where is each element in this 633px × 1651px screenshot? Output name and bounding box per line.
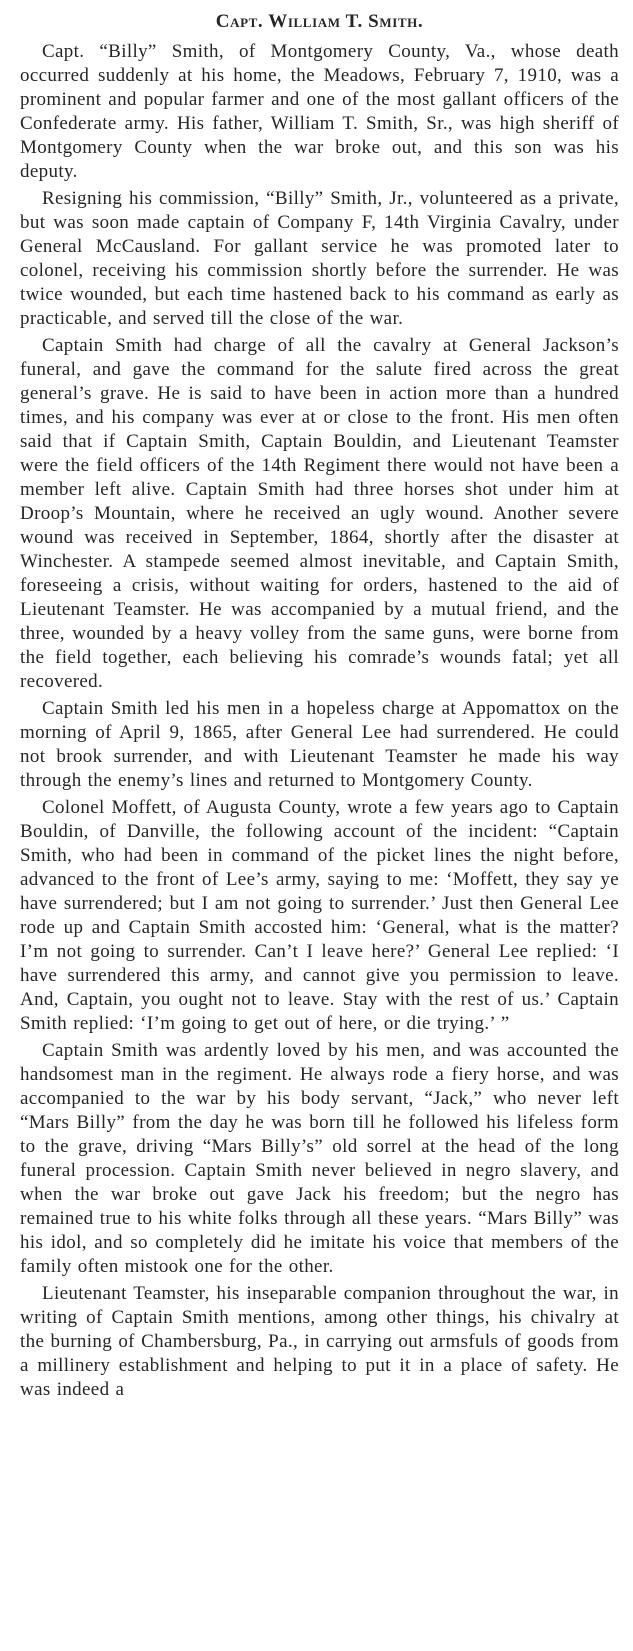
paragraph-6: Captain Smith was ardently loved by his men, and was accounted the handsomest man in the regiment. He always rode a fiery horse, and was accompanied to the war by his body servant, “Jack,” who never left “Mars Billy” from the day he was born till he followed his lifeless form to the grave, driving “Mars Billy’s” old sorrel at the head of the long funeral procession. Captain Smith never believed in negro slavery, and when the war broke out gave Jack his freedom; but the negro has remained true to his white folks through all these years. “Mars Billy” was his idol, and so completely did he imitate his voice that members of the family often mistook one for the other. (20, 1040, 619, 1277)
paragraph-1: Capt. “Billy” Smith, of Montgomery County, Va., whose death occurred suddenly at his home, the Meadows, February 7, 1910, was a prominent and popular farmer and one of the most gallant officers of the Confederate army. His father, William T. Smith, Sr., was high sheriff of Montgomery County when the war broke out, and this son was his deputy. (20, 41, 619, 182)
paragraph-7: Lieutenant Teamster, his inseparable companion throughout the war, in writing of Captain Smith mentions, among other things, his chivalry at the burning of Chambersburg, Pa., in carrying out armsfuls of goods from a millinery establishment and helping to put it in a place of safety. He was indeed a (20, 1283, 619, 1400)
paragraph-3: Captain Smith had charge of all the cavalry at General Jackson’s funeral, and gave the command for the salute fired across the great general’s grave. He is said to have been in action more than a hundred times, and his company was ever at or close to the front. His men often said that if Captain Smith, Captain Bouldin, and Lieutenant Teamster were the field officers of the 14th Regiment there would not have been a member left alive. Captain Smith had three horses shot under him at Droop’s Mountain, where he received an ugly wound. Another severe wound was received in September, 1864, shortly after the disaster at Winchester. A stampede seemed almost inevitable, and Captain Smith, foreseeing a crisis, without waiting for orders, hastened to the aid of Lieutenant Teamster. He was accompanied by a mutual friend, and the three, wounded by a heavy volley from the same guns, were borne from the field together, each believing his comrade’s wounds fatal; yet all recovered. (20, 335, 619, 692)
paragraph-5: Colonel Moffett, of Augusta County, wrote a few years ago to Captain Bouldin, of Danville, the following account of the incident: “Captain Smith, who had been in command of the picket lines the night before, advanced to the front of Lee’s army, saying to me: ‘Moffett, they say ye have surrendered; but I am not going to surrender.’ Just then General Lee rode up and Captain Smith accosted him: ‘General, what is the matter? I’m not going to surrender. Can’t I leave here?’ General Lee replied: ‘I have surrendered this army, and cannot give you permission to leave. And, Captain, you ought not to leave. Stay with the rest of us.’ Captain Smith replied: ‘I’m going to get out of here, or die trying.’ ” (20, 797, 619, 1034)
paragraph-2: Resigning his commission, “Billy” Smith, Jr., volunteered as a private, but was soon made captain of Company F, 14th Virginia Cavalry, under General McCausland. For gallant service he was promoted later to colonel, receiving his commission shortly before the surrender. He was twice wounded, but each time hastened back to his command as early as practicable, and served till the close of the war. (20, 188, 619, 329)
paragraph-4: Captain Smith led his men in a hopeless charge at Appomattox on the morning of April 9, 1865, after General Lee had surrendered. He could not brook surrender, and with Lieutenant Teamster he made his way through the enemy’s lines and returned to Montgomery County. (20, 698, 619, 791)
article-title: Capt. William T. Smith. (215, 11, 424, 32)
